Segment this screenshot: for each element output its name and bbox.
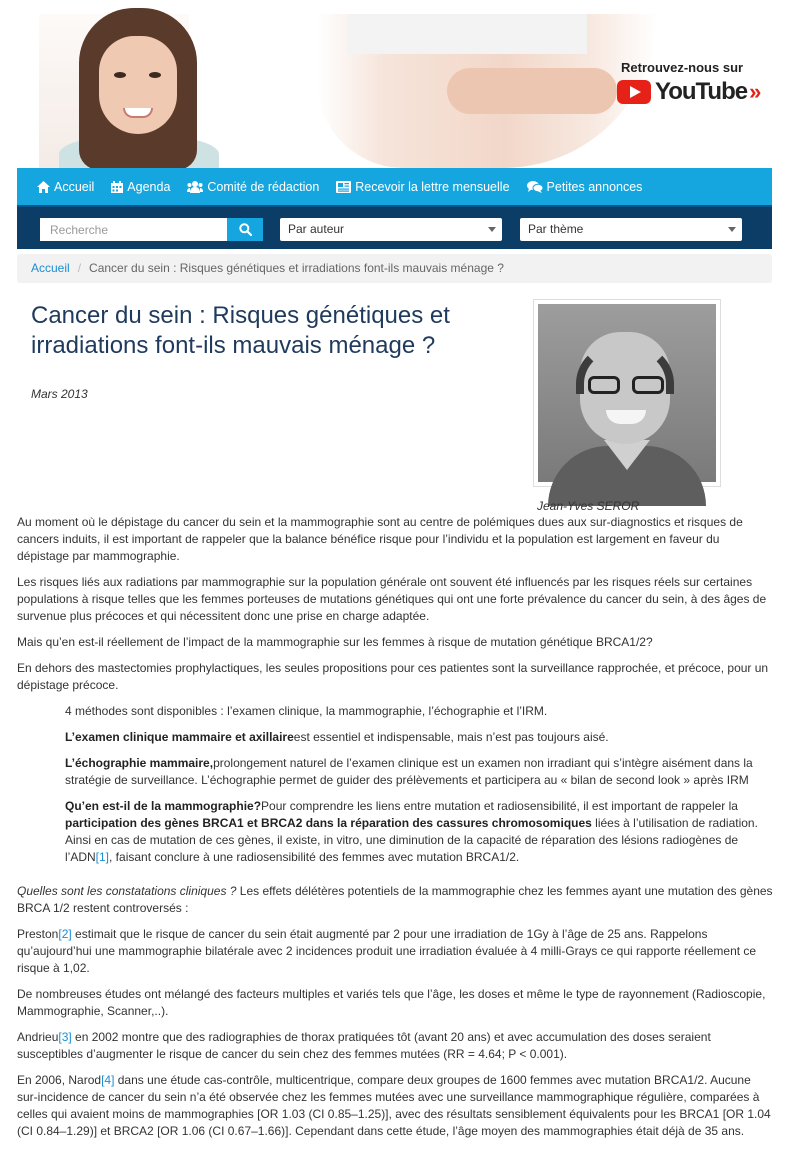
bold-lead: L’échographie mammaire,: [65, 756, 214, 770]
reference-link-2[interactable]: [2]: [58, 927, 72, 941]
paragraph: En dehors des mastectomies prophylactiques, les seules propositions pour ces patientes sont la surveillance rapprochée, et précoce, pour un dépistage précoce.: [17, 661, 769, 692]
breadcrumb-home-link[interactable]: Accueil: [31, 261, 70, 275]
double-chevron-icon: »: [749, 79, 762, 104]
article-body: [17, 514, 774, 1149]
paragraph: L’examen clinique mammaire et axillaireest essentiel et indispensable, mais n’est pas toujours aisé.: [65, 730, 609, 744]
author-photo: [533, 299, 721, 487]
search-icon: [239, 223, 252, 236]
breadcrumb-current: Cancer du sein : Risques génétiques et irradiations font-ils mauvais ménage ?: [89, 261, 504, 275]
search-input[interactable]: [40, 218, 227, 241]
nav-item-comite[interactable]: [187, 180, 319, 194]
nav-item-lettre[interactable]: [336, 180, 509, 194]
breadcrumb: [17, 254, 772, 283]
comments-icon: [527, 181, 543, 193]
paragraph: Preston[2] estimait que le risque de cancer du sein était augmenté par 2 pour une irradiation de 1Gy à l’âge de 25 ans. Rappelons qu’aujourd’hui une mammographie bilatérale avec 2 incidences produit une irradiation évaluée à 4 milli-Grays ce qui rapporte réellement ce risque à 1,02.: [17, 927, 757, 975]
caret-down-icon: [728, 227, 736, 232]
paragraph: Les risques liés aux radiations par mammographie sur la population générale ont souvent été influencés par les risques réels sur certaines populations à risque telles que les femmes porteuses de mutations génétiques qui ont une forte prévalence du cancer du sein, à des âges de survenue plus précoces et qui nécessitent donc une prise en charge adaptée.: [17, 575, 767, 623]
author-select-value: Par auteur: [288, 222, 345, 236]
banner-woman-image: [39, 14, 189, 168]
nav-label: Agenda: [127, 179, 171, 194]
author-portrait-image: [538, 304, 716, 482]
caret-down-icon: [488, 227, 496, 232]
paragraph: Qu’en est-il de la mammographie?Pour comprendre les liens entre mutation et radiosensibilité, il est important de rappeler la participation des gènes BRCA1 et BRCA2 dans la réparation des cassures chromosomiques liées à l’utilisation de radiation. Ainsi en cas de mutation de ces gènes, il existe, in vitro, une diminution de la capacité de réparation des lésions radiogènes de l’ADN[1], faisant conclure à une radiosensibilité des femmes avec mutation BRCA1/2.: [65, 799, 758, 864]
header-banner: [17, 14, 772, 168]
search-button[interactable]: [227, 218, 263, 241]
youtube-tagline: Retrouvez-nous sur: [621, 60, 744, 75]
calendar-icon: [111, 181, 123, 193]
breadcrumb-separator: /: [77, 261, 82, 275]
reference-link-3[interactable]: [3]: [58, 1030, 72, 1044]
paragraph: Quelles sont les constatations cliniques ? Les effets délétères potentiels de la mammographie chez les femmes ayant une mutation des gènes BRCA 1/2 restent controversés :: [17, 884, 773, 915]
paragraph: 4 méthodes sont disponibles : l’examen clinique, la mammographie, l’échographie et l’IRM.: [65, 704, 548, 718]
author-select[interactable]: [280, 218, 502, 241]
nav-label: Comité de rédaction: [207, 179, 320, 194]
theme-select[interactable]: [520, 218, 742, 241]
nav-item-accueil[interactable]: [37, 180, 94, 194]
theme-select-value: Par thème: [528, 222, 584, 236]
search-bar: [17, 205, 772, 249]
youtube-link[interactable]: [617, 60, 767, 106]
nav-label: Recevoir la lettre mensuelle: [355, 179, 510, 194]
newsletter-icon: [336, 181, 351, 193]
main-nav: [17, 168, 772, 205]
author-caption: Jean-Yves SEROR: [537, 499, 640, 513]
paragraph: En 2006, Narod[4] dans une étude cas-contrôle, multicentrique, compare deux groupes de 1600 femmes avec mutation BRCA1/2. Aucune sur-incidence de cancer du sein n’a été observée chez les femmes mutées avec une surveillance mammographique régulière, comparées à celles qui avaient moins de mammographies [OR 1.03 (CI 0.85–1.25)], avec des résultats sensiblement équivalents pour les BRCA1 [OR 1.04 (CI 0.84–1.29)] et BRCA2 [OR 1.06 (CI 0.67–1.66)]. Cependant dans cette étude, l’âge moyen des mammographies était déjà de 35 ans.: [17, 1073, 771, 1138]
users-icon: [187, 181, 203, 193]
youtube-play-icon: [617, 80, 651, 104]
reference-link-1[interactable]: [1]: [95, 850, 110, 864]
nav-label: Petites annonces: [546, 179, 643, 194]
home-icon: [37, 181, 50, 193]
nav-item-annonces[interactable]: [527, 180, 643, 194]
paragraph: De nombreuses études ont mélangé des facteurs multiples et variés tels que l’âge, les doses et même le type de rayonnement (Radioscopie, Mammographie, Scanner,..).: [17, 987, 766, 1018]
paragraph: Andrieu[3] en 2002 montre que des radiographies de thorax pratiquées tôt (avant 20 ans) et avec accumulation des doses seraient susceptibles d’augmenter le risque de cancer du sein chez des femmes mutées (RR = 4.64; P < 0.001).: [17, 1030, 711, 1061]
nav-item-agenda[interactable]: [111, 180, 170, 194]
page-title: Cancer du sein : Risques génétiques et irradiations font-ils mauvais ménage ?: [31, 302, 450, 359]
reference-link-4[interactable]: [4]: [101, 1073, 115, 1087]
nav-label: Accueil: [54, 179, 95, 194]
youtube-logo-text: YouTube: [655, 78, 748, 105]
paragraph: Au moment où le dépistage du cancer du sein et la mammographie sont au centre de polémiques dues aux sur-diagnostics et risques de cancers induits, il est important de rappeler que la balance bénéfice risque pour l’individu et la population est largement en faveur du dépistage par mammographie.: [17, 515, 743, 563]
paragraph: L’échographie mammaire,prolongement naturel de l’examen clinique est un examen non irradiant qui s’intègre aisément dans la stratégie de surveillance. L’échographie permet de guider des prélèvements et participera au « bilan de second look » après IRM: [65, 756, 753, 787]
paragraph: Mais qu’en est-il réellement de l’impact de la mammographie sur les femmes à risque de mutation génétique BRCA1/2?: [17, 635, 653, 649]
article-date: Mars 2013: [31, 387, 88, 401]
bold-lead: L’examen clinique mammaire et axillaire: [65, 730, 294, 744]
bold-lead: Qu’en est-il de la mammographie?: [65, 799, 262, 813]
